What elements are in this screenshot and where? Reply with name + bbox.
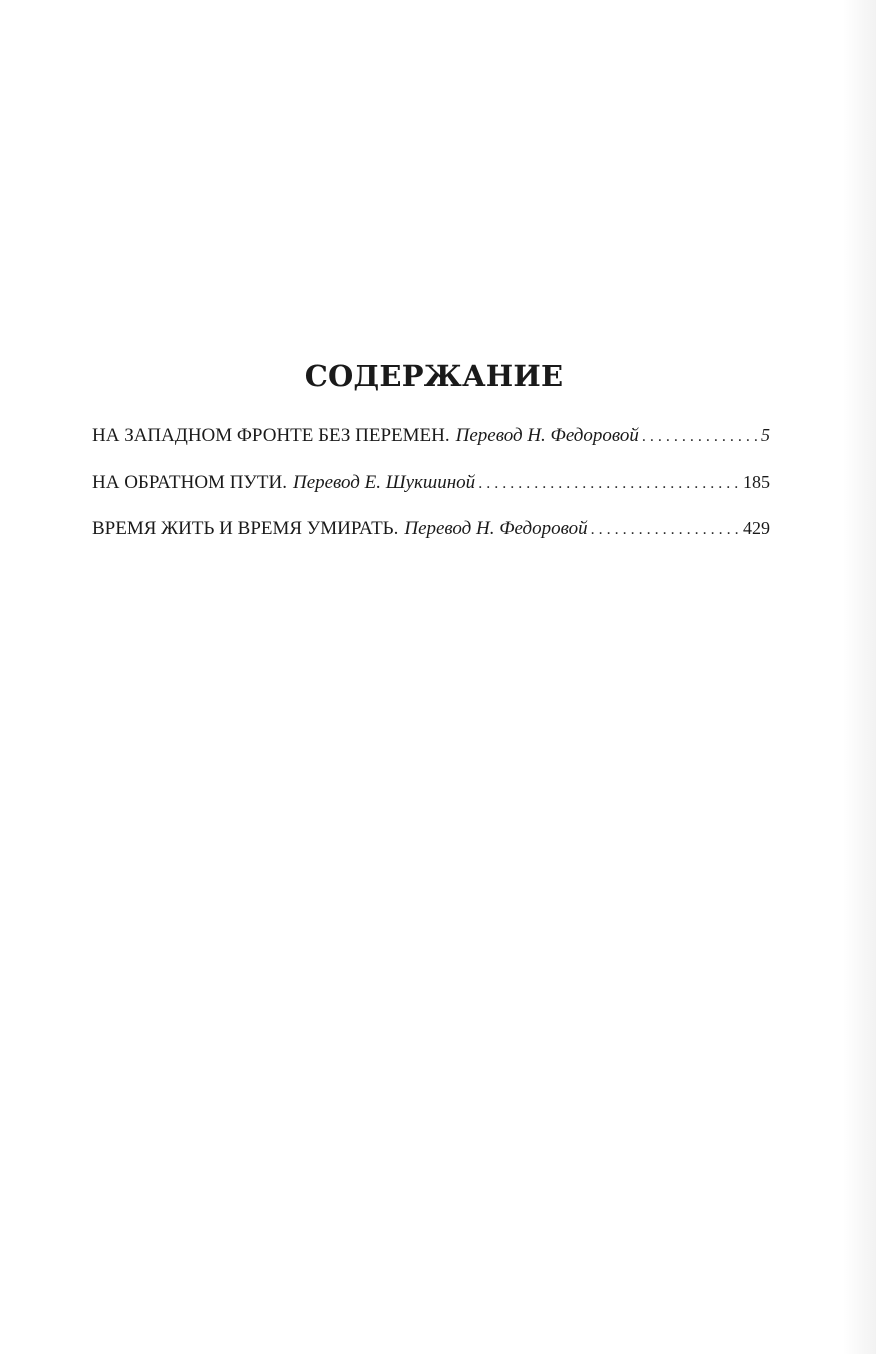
contents-heading: СОДЕРЖАНИЕ [304,359,564,393]
toc-entry[interactable] [92,511,770,558]
entry-title: НА ОБРАТНОМ ПУТИ. [92,471,287,493]
dot-leader [642,420,758,454]
entry-page-number: 185 [743,471,770,492]
table-of-contents [92,418,770,558]
entry-page-number: 429 [743,518,770,538]
entry-translator: Перевод Н. Федоровой [404,518,588,539]
page-edge-shadow [842,0,876,1354]
toc-entry[interactable] [92,465,770,512]
toc-entry[interactable] [92,418,770,465]
dot-leader [591,513,740,547]
entry-translator: Перевод Н. Федоровой [455,425,639,446]
entry-title: НА ЗАПАДНОМ ФРОНТЕ БЕЗ ПЕРЕМЕН. [92,425,450,446]
entry-page-number: 5 [761,425,770,445]
dot-leader [478,467,740,501]
entry-translator: Перевод Е. Шукшиной [292,471,476,493]
entry-title: ВРЕМЯ ЖИТЬ И ВРЕМЯ УМИРАТЬ. [92,518,399,539]
